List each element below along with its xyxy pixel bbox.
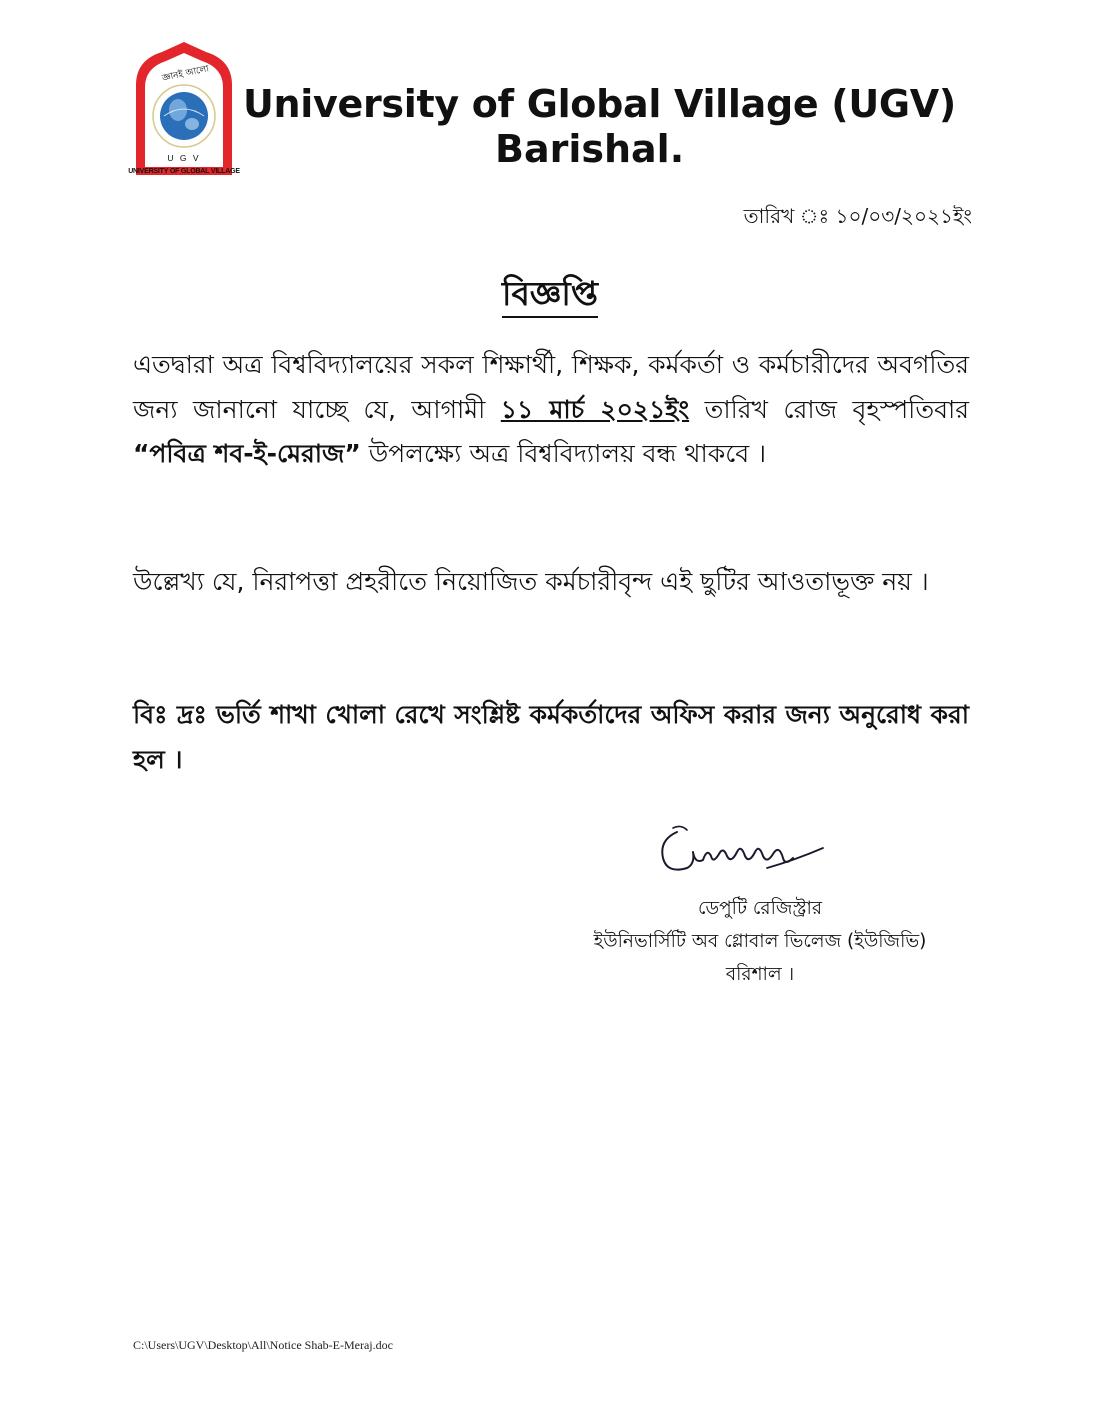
university-logo [134,40,234,180]
logo-letters: U G V [167,153,201,163]
signatory-city: বরিশাল । [725,964,795,985]
logo-motto: জ্ঞানই আলো [161,64,210,84]
para1-text-a: এতদ্বারা অত্র বিশ্ববিদ্যালয়ের সকল শিক্ষার্থী, শিক্ষক, কর্মকর্তা ও কর্মচারীদের অবগতির জন্য জানানো যাচ্ছে যে, আগামী [133,350,969,424]
holiday-date: ১১ মার্চ ২০২১ইং [500,394,690,424]
notice-paragraph-1 [133,343,969,477]
university-city: Barishal. [495,127,685,171]
signatory-designation: ডেপুটি রেজিস্ট্রার [697,898,823,919]
document-file-path: C:\Users\UGV\Desktop\All\Notice Shab-E-Meraj.doc [133,1338,393,1352]
signatory-organization: ইউনিভার্সিটি অব গ্লোবাল ভিলেজ (ইউজিভি) [593,931,927,952]
university-name: University of Global Village (UGV) [243,82,956,126]
notice-title [0,268,1100,324]
logo-caption: UNIVERSITY OF GLOBAL VILLAGE [128,168,240,175]
notice-date: তারিখ ঃ ১০/০৩/২০২১ইং [743,204,972,228]
signatory-block [540,892,980,991]
notice-postscript: বিঃ দ্রঃ ভর্তি শাখা খোলা রেখে সংশ্লিষ্ট কর্মকর্তাদের অফিস করার জন্য অনুরোধ করা হল । [133,700,969,774]
para1-text-b: তারিখ রোজ বৃহস্পতিবার [689,394,969,424]
para1-text-c: উপলক্ষ্যে অত্র বিশ্ববিদ্যালয় বন্ধ থাকবে । [360,439,767,468]
notice-paragraph-2: উল্লেখ্য যে, নিরাপত্তা প্রহরীতে নিয়োজিত কর্মচারীবৃন্দ এই ছুটির আওতাভূক্ত নয় । [133,567,929,596]
notice-title-text: বিজ্ঞপ্তি [502,274,598,318]
signature [655,818,835,882]
occasion-name: “পবিত্র শব-ই-মেরাজ” [133,439,361,468]
